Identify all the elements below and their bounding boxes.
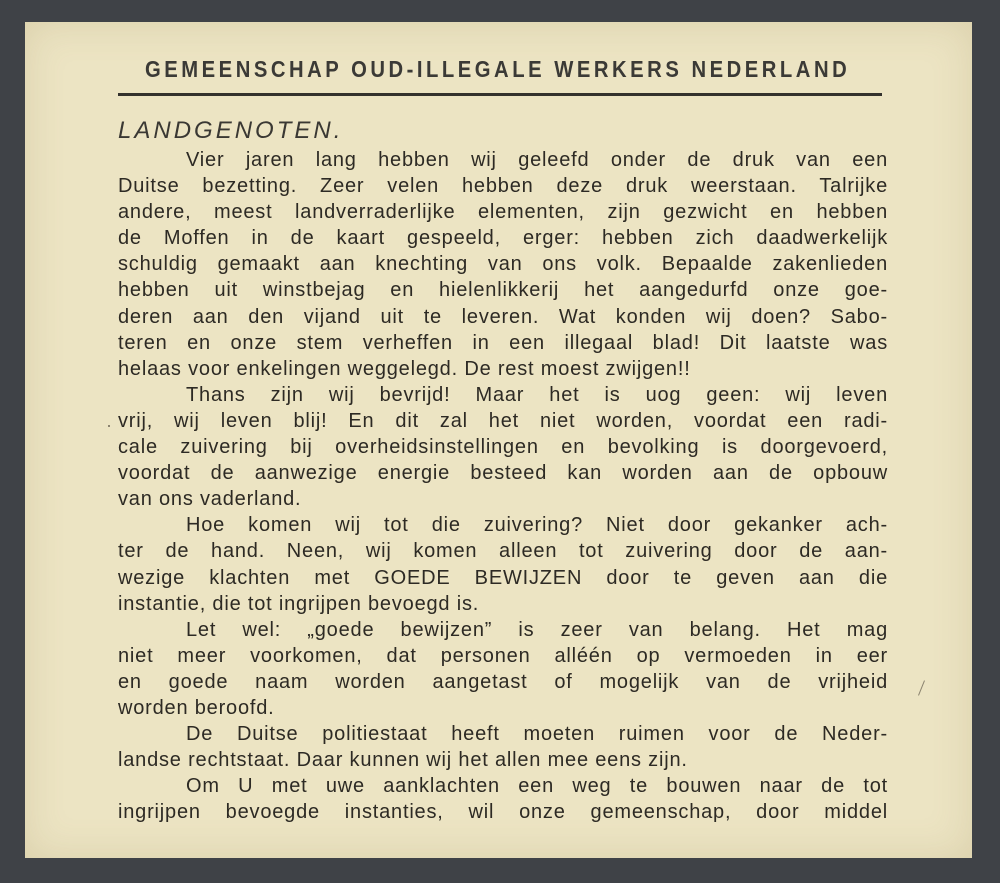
text-line: deren aan den vijand uit te leveren. Wat konden wij doen? Sabo- (118, 305, 888, 328)
text-line: Hoe komen wij tot die zuivering? Niet door gekanker ach- (186, 514, 888, 537)
text-line: Thans zijn wij bevrijd! Maar het is uog geen: wij leven (186, 383, 888, 406)
text-line: De Duitse politiestaat heeft moeten ruimen voor de Neder- (186, 723, 888, 746)
text-line: schuldig gemaakt aan knechting van ons volk. Bepaalde zakenlieden (118, 253, 888, 276)
text-line: voordat de aanwezige energie besteed kan worden aan de opbouw (118, 462, 888, 485)
text-line: vrij, wij leven blij! En dit zal het niet worden, voordat een radi- (118, 409, 888, 432)
organization-title: GEMEENSCHAP OUD-ILLEGALE WERKERS NEDERLAND (145, 56, 851, 82)
text-line: Vier jaren lang hebben wij geleefd onder de druk van een (186, 149, 888, 171)
ink-speck (108, 425, 110, 427)
text-line: en goede naam worden aangetast of mogelijk van de vrijheid (118, 670, 888, 693)
pencil-scratch (918, 680, 925, 695)
salutation-heading: LANDGENOTEN. (118, 117, 344, 144)
text-line: helaas voor enkelingen weggelegd. De rest moest zwijgen!! (118, 357, 691, 380)
text-line: de Moffen in de kaart gespeeld, erger: hebben zich daadwerkelijk (118, 227, 888, 250)
paragraph (118, 721, 888, 773)
text-line: hebben uit winstbejag en hielenlikkerij het aangedurfd onze goe- (118, 279, 888, 302)
body-text (118, 147, 888, 825)
text-line: Duitse bezetting. Zeer velen hebben deze druk weerstaan. Talrijke (118, 175, 888, 198)
paragraph (118, 512, 888, 616)
text-line: worden beroofd. (118, 696, 275, 719)
text-line: wezige klachten met GOEDE BEWIJZEN door te geven aan die (118, 566, 888, 589)
paragraph (118, 773, 888, 825)
text-line: cale zuivering bij overheidsinstellingen en bevolking is doorgevoerd, (118, 436, 888, 459)
text-line: andere, meest landverraderlijke elementen, zijn gezwicht en hebben (118, 201, 888, 224)
text-line: ingrijpen bevoegde instanties, wil onze gemeenschap, door middel (118, 801, 888, 824)
text-line: Om U met uwe aanklachten een weg te bouwen naar de tot (186, 775, 888, 798)
paragraph (118, 382, 888, 512)
text-line: Let wel: „goede bewijzen” is zeer van belang. Het mag (186, 618, 888, 641)
leaflet-page (25, 22, 972, 858)
header-rule (118, 93, 882, 96)
text-line: niet meer voorkomen, dat personen alléén op vermoeden in eer (118, 644, 888, 667)
text-line: ter de hand. Neen, wij komen alleen tot zuivering door de aan- (118, 540, 888, 563)
paragraph (118, 147, 888, 382)
text-line: landse rechtstaat. Daar kunnen wij het allen mee eens zijn. (118, 749, 688, 772)
text-line: instantie, die tot ingrijpen bevoegd is. (118, 592, 480, 615)
paragraph (118, 617, 888, 721)
text-line: teren en onze stem verheffen in een illegaal blad! Dit laatste was (118, 331, 888, 354)
text-line: van ons vaderland. (118, 488, 302, 511)
